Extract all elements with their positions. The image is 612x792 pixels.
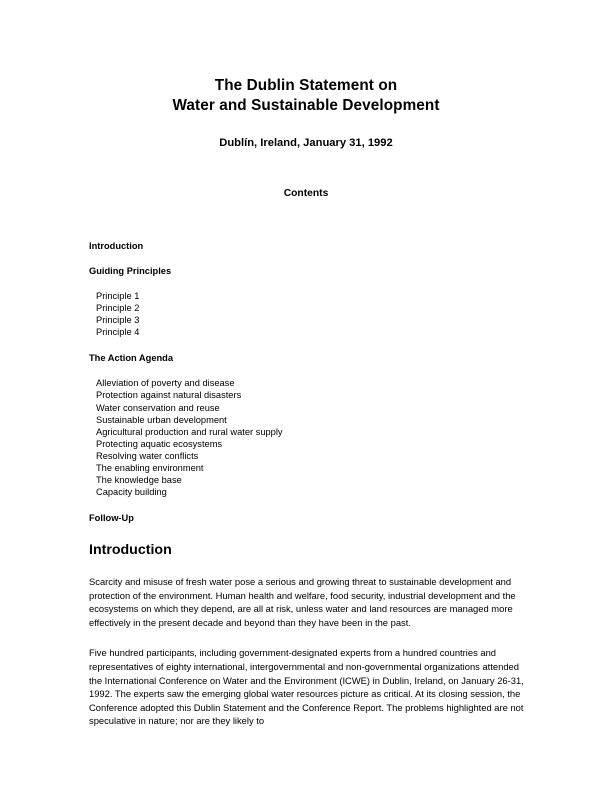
list-item[interactable]: Capacity building (96, 487, 167, 498)
table-of-contents (89, 240, 509, 524)
document-title-line-1: The Dublin Statement on (214, 77, 398, 94)
toc-heading-action-agenda[interactable]: The Action Agenda (89, 353, 174, 364)
list-item[interactable]: Principle 3 (96, 315, 140, 326)
list-item[interactable]: Agricultural production and rural water supply (96, 426, 283, 437)
list-item[interactable]: The knowledge base (96, 475, 182, 486)
introduction-section (89, 541, 525, 745)
toc-list-action-items (89, 377, 509, 498)
list-item[interactable]: Principle 1 (96, 291, 140, 301)
toc-spacer (89, 364, 509, 377)
contents-heading: Contents (283, 188, 329, 199)
list-item[interactable]: Principle 2 (96, 303, 140, 314)
document-title-line-2: Water and Sustainable Development (172, 97, 440, 114)
document-subtitle: Dublín, Ireland, January 31, 1992 (219, 137, 393, 149)
list-item[interactable]: Protection against natural disasters (96, 390, 242, 401)
page-title: Introduction (89, 542, 172, 558)
toc-heading-introduction[interactable]: Introduction (89, 241, 144, 251)
introduction-paragraph-1: Scarcity and misuse of fresh water pose a serious and growing threat to sustainable development and protection of the environment. Human health and welfare, food security, industrial development and the ecosystems on which they depend, are all at risk, unless water and land resources are managed more effectively in the present decade and beyond than they have been in the past. (89, 576, 516, 628)
list-item[interactable]: Alleviation of poverty and disease (96, 378, 235, 389)
toc-heading-guiding-principles[interactable]: Guiding Principles (89, 266, 172, 276)
list-item[interactable]: Principle 4 (96, 327, 140, 338)
list-item[interactable]: Water conservation and reuse (96, 402, 220, 413)
list-item[interactable]: The enabling environment (96, 463, 204, 474)
list-item[interactable]: Resolving water conflicts (96, 450, 199, 461)
toc-spacer (89, 338, 509, 352)
toc-list-principles (89, 290, 509, 338)
toc-spacer (89, 498, 509, 512)
list-item[interactable]: Sustainable urban development (96, 414, 227, 425)
list-item[interactable]: Protecting aquatic ecosystems (96, 438, 223, 449)
document-title-block (0, 76, 612, 116)
introduction-paragraph-2: Five hundred participants, including government-designated experts from a hundred countries and representatives of eighty international, intergovernmental and non-governmental organizations attended the International Conference on Water and the Environment (ICWE) in Dublin, Ireland, on January 26-31, 1992. The experts saw the emerging global water resources picture as critical. At its closing session, the Conference adopted this Dublin Statement and the Conference Report. The problems highlighted are not speculative in nature; nor are they likely to (89, 647, 524, 727)
toc-spacer (89, 277, 509, 290)
toc-heading-follow-up[interactable]: Follow-Up (89, 513, 134, 524)
toc-spacer (89, 252, 509, 265)
